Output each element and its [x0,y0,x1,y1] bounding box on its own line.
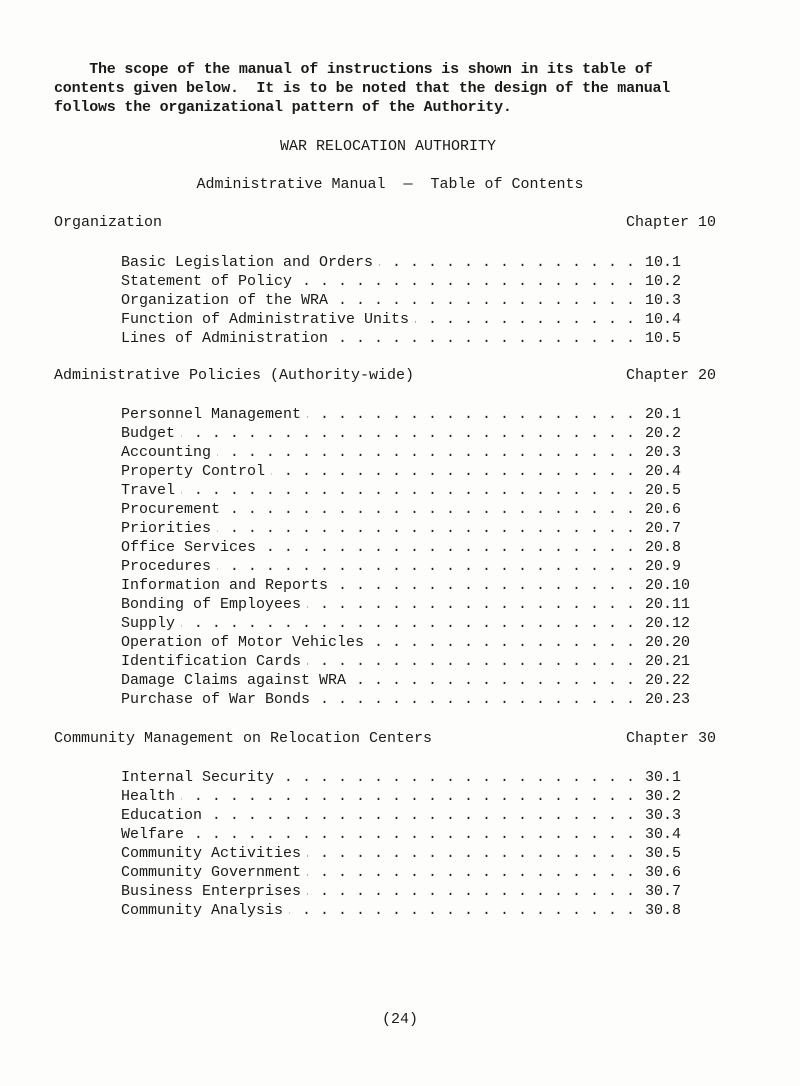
section-title: Administrative Policies (Authority-wide) [54,367,415,384]
leader-dots [190,825,635,844]
toc-entry [121,329,715,348]
entry-number: 30.1 [645,769,682,786]
leader-dots [415,310,635,329]
entry-title: Damage Claims against WRA [121,672,347,689]
entry-title: Internal Security [121,769,275,786]
leader-dots [352,671,635,690]
section-chapter: Chapter 20 [625,367,716,384]
toc-entry [121,424,715,443]
intro-line: follows the organizational pattern of the Authority. [54,99,512,116]
leader-dots [334,329,635,348]
toc-entry [121,652,715,671]
entry-title: Supply [121,615,176,632]
section-chapter: Chapter 10 [625,214,716,231]
section-heading [54,214,716,231]
toc-entry [121,690,715,709]
leader-dots [307,844,635,863]
toc-entry [121,557,715,576]
toc-entry [121,787,715,806]
entry-title: Bonding of Employees [121,596,302,613]
entry-number: 20.6 [645,501,682,518]
entry-title: Information and Reports [121,577,329,594]
entry-number: 20.12 [645,615,691,632]
entry-title: Function of Administrative Units [121,311,410,328]
agency-heading: WAR RELOCATION AUTHORITY [279,138,497,155]
toc-title: Administrative Manual — Table of Contents [196,176,584,193]
leader-dots [370,633,635,652]
toc-entry [121,633,715,652]
entry-number: 10.1 [645,254,682,271]
page-number: (24) [381,1011,418,1028]
entry-title: Business Enterprises [121,883,302,900]
entry-number: 30.6 [645,864,682,881]
entry-title: Lines of Administration [121,330,329,347]
entry-title: Organization of the WRA [121,292,329,309]
entry-title: Purchase of War Bonds [121,691,311,708]
leader-dots [307,863,635,882]
section-title: Community Management on Relocation Centers [54,730,433,747]
leader-dots [262,538,635,557]
intro-line: contents given below. It is to be noted that the design of the manual [54,80,671,97]
entry-title: Education [121,807,203,824]
section-chapter: Chapter 30 [625,730,716,747]
toc-entry [121,253,715,272]
entry-title: Budget [121,425,176,442]
toc-entry [121,844,715,863]
leader-dots [181,614,635,633]
leader-dots [181,481,635,500]
toc-entry [121,825,715,844]
entry-number: 20.11 [645,596,691,613]
entry-title: Community Analysis [121,902,284,919]
entry-number: 30.3 [645,807,682,824]
toc-entry [121,614,715,633]
toc-entry [121,519,715,538]
entry-number: 30.4 [645,826,682,843]
leader-dots [307,652,635,671]
leader-dots [181,787,635,806]
intro-line: The scope of the manual of instructions is shown in its table of [54,61,653,78]
toc-list [121,405,715,709]
entry-number: 20.9 [645,558,682,575]
entry-title: Community Government [121,864,302,881]
section-heading [54,367,716,384]
toc-entry [121,806,715,825]
entry-number: 20.21 [645,653,691,670]
leader-dots [208,806,635,825]
toc-entry [121,443,715,462]
entry-title: Personnel Management [121,406,302,423]
entry-number: 20.8 [645,539,682,556]
entry-number: 20.10 [645,577,691,594]
toc-entry [121,768,715,787]
entry-title: Procedures [121,558,212,575]
entry-title: Welfare [121,826,185,843]
entry-number: 30.2 [645,788,682,805]
leader-dots [181,424,635,443]
entry-title: Basic Legislation and Orders [121,254,374,271]
entry-number: 10.2 [645,273,682,290]
leader-dots [307,882,635,901]
toc-entry [121,500,715,519]
entry-title: Procurement [121,501,221,518]
toc-entry [121,538,715,557]
entry-title: Health [121,788,176,805]
toc-entry [121,671,715,690]
toc-entry [121,576,715,595]
leader-dots [334,291,635,310]
entry-title: Statement of Policy [121,273,293,290]
entry-number: 30.5 [645,845,682,862]
toc-list [121,768,715,920]
leader-dots [226,500,635,519]
toc-entry [121,291,715,310]
leader-dots [289,901,635,920]
entry-number: 20.7 [645,520,682,537]
entry-number: 20.22 [645,672,691,689]
leader-dots [217,519,635,538]
section-heading [54,730,716,747]
leader-dots [217,557,635,576]
entry-number: 20.1 [645,406,682,423]
entry-number: 10.3 [645,292,682,309]
entry-title: Accounting [121,444,212,461]
toc-entry [121,405,715,424]
leader-dots [217,443,635,462]
toc-entry [121,462,715,481]
entry-number: 10.5 [645,330,682,347]
toc-entry [121,863,715,882]
toc-entry [121,310,715,329]
toc-list [121,253,715,348]
entry-number: 20.20 [645,634,691,651]
leader-dots [307,405,635,424]
entry-number: 20.4 [645,463,682,480]
toc-entry [121,272,715,291]
entry-number: 20.23 [645,691,691,708]
leader-dots [379,253,635,272]
leader-dots [298,272,635,291]
entry-number: 20.3 [645,444,682,461]
entry-number: 20.5 [645,482,682,499]
leader-dots [334,576,635,595]
entry-number: 30.8 [645,902,682,919]
intro-paragraph [54,60,744,117]
entry-title: Community Activities [121,845,302,862]
entry-title: Office Services [121,539,257,556]
entry-number: 30.7 [645,883,682,900]
entry-number: 20.2 [645,425,682,442]
section-title: Organization [54,214,163,231]
toc-entry [121,882,715,901]
leader-dots [280,768,635,787]
entry-title: Operation of Motor Vehicles [121,634,365,651]
toc-entry [121,595,715,614]
entry-title: Travel [121,482,176,499]
entry-title: Property Control [121,463,266,480]
entry-title: Priorities [121,520,212,537]
entry-title: Identification Cards [121,653,302,670]
leader-dots [316,690,635,709]
toc-entry [121,901,715,920]
toc-entry [121,481,715,500]
entry-number: 10.4 [645,311,682,328]
leader-dots [271,462,635,481]
leader-dots [307,595,635,614]
